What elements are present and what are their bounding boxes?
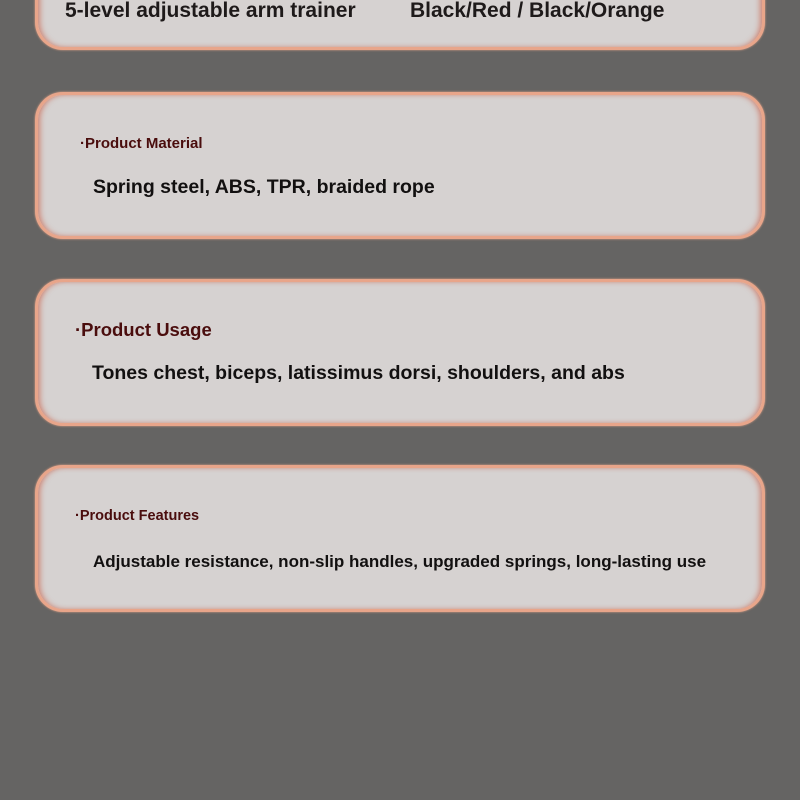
product-material-value: Spring steel, ABS, TPR, braided rope	[93, 176, 435, 198]
product-features-label-text: Product Features	[79, 508, 200, 524]
product-features-card	[35, 465, 765, 612]
product-material-label-text: Product Material	[85, 135, 203, 152]
product-usage-card	[35, 279, 765, 426]
bullet: ·	[75, 319, 82, 340]
product-usage-label-text: Product Usage	[81, 319, 212, 340]
product-material-card	[35, 92, 765, 239]
product-usage-value: Tones chest, biceps, latissimus dorsi, shoulders, and abs	[92, 362, 625, 384]
product-usage-label	[75, 319, 212, 341]
product-features-label	[75, 508, 199, 524]
bullet: ·	[80, 135, 85, 152]
bullet: ·	[75, 508, 80, 524]
product-material-label	[80, 135, 203, 152]
product-features-value: Adjustable resistance, non-slip handles, upgraded springs, long-lasting use	[93, 552, 707, 571]
product-color-text: Black/Red / Black/Orange	[410, 0, 665, 22]
product-spec-card-partial	[35, 0, 765, 50]
product-model-text: 5-level adjustable arm trainer	[65, 0, 356, 22]
